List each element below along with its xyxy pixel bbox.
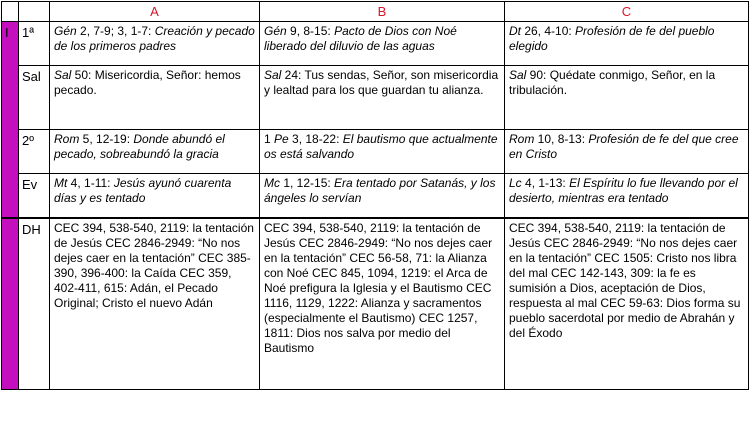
row-label-text: DH [22,221,41,237]
cell-a [50,218,260,390]
row-label-text: 2º [22,133,34,148]
cec-reference: CEC 385-390, 396-400 [54,250,251,280]
row-label [19,174,50,218]
cec-reference: CEC 2846-2949 [298,235,385,250]
text-segment: : la tentación de Jesús [54,220,254,250]
cec-reference: CEC 359, 402-411, 615 [54,265,232,295]
cec-reference: CEC 1257, 1811 [264,310,478,340]
cec-reference: CEC 394, 538-540, 2119 [54,220,186,235]
cell-c [505,130,749,174]
cell-b [260,130,505,174]
text-segment: : Adán, el Pecado Original; Cristo el nuevo Adán [54,280,218,310]
text-segment: : la fe es sumisión a Dios, aceptación de Dios, respuesta al mal [509,265,706,310]
cec-reference: CEC 56-58, 71 [349,250,429,265]
column-header-a: A [50,2,260,22]
text-segment: 4, 1-13: [521,176,570,190]
text-segment: 2, 7-9; 3, 1-7: [76,24,155,38]
cell-b [260,174,505,218]
reading-title: Rom [509,132,535,146]
reading-title: Dt [509,24,521,38]
cec-reference: CEC 1505 [594,250,650,265]
column-header-b: B [260,2,505,22]
text-segment: 50: Misericordia, Señor: hemos pecado. [54,68,241,97]
cell-a [50,130,260,174]
text-segment: : Dios nos salva por medio del Bautismo [264,325,451,355]
reading-title: Profesión de fe del que cree en Cristo [509,132,739,161]
text-segment: 24: Tus sendas, Señor, son misericordia y lealtad para los que guardan tu alianza. [264,68,499,97]
reading-title: Sal [264,68,282,82]
reading-row-dh [2,218,749,390]
reading-row-sal [2,66,749,130]
cec-reference: CEC 142-143, 309 [551,265,651,280]
reading-title: Era tentado por Satanás, y los ángeles lo servían [264,176,496,205]
reading-row-2 [2,130,749,174]
cell-b [260,218,505,390]
cec-reference: CEC 2846-2949 [543,235,630,250]
cec-reference: CEC 59-63 [600,295,660,310]
text-segment: 9, 8-15: [286,24,335,38]
cec-reference: CEC 1116, 1129, 1222 [264,280,492,310]
text-segment: 10, 8-13: [534,132,589,146]
reading-title: Creación y pecado de los primeros padres [54,24,255,53]
cell-c [505,218,749,390]
text-segment: : la tentación de Jesús [264,220,481,250]
cell-b [260,66,505,130]
lectionary-table [1,1,749,390]
cell-c [505,66,749,130]
section-marker-label: I [5,25,9,40]
reading-title: Sal [509,68,527,82]
section-marker [2,22,19,218]
text-segment: : Alianza y sacramentos (especialmente el Bautismo) [264,295,482,325]
reading-title: Lc [509,176,522,190]
text-segment: : “No nos dejes caer en la tentación” [54,235,241,265]
text-segment: : Cristo nos libra del mal [509,250,737,280]
cec-reference: CEC 394, 538-540, 2119 [509,220,641,235]
reading-title: Pe [274,132,289,146]
reading-row-ev [2,174,749,218]
header-row [2,2,749,22]
cell-a [50,174,260,218]
reading-title: Profesión de fe del pueblo elegido [509,24,715,53]
text-segment: 26, 4-10: [521,24,576,38]
cell-c [505,174,749,218]
corner-empty-label [19,2,50,22]
text-segment: 4, 1-11: [67,176,114,190]
reading-title: Jesús ayunó cuarenta días y es tentado [54,176,232,205]
text-segment: : “No nos dejes caer en la tentación” [509,235,738,265]
text-segment: : la tentación de Jesús [509,220,726,250]
reading-title: El bautismo que actualmente os está salvando [264,132,498,161]
cec-reference: CEC 845, 1094, 1219 [312,265,428,280]
cell-c [505,22,749,66]
cell-a [50,66,260,130]
reading-row-1 [2,22,749,66]
reading-title: Gén [54,24,77,38]
row-label-text: Ev [22,177,38,192]
reading-title: Mt [54,176,68,190]
text-segment: : “No nos dejes caer en la tentación” [264,235,493,265]
reading-title: Rom [54,132,80,146]
text-segment: 3, 18-22: [288,132,343,146]
text-segment: 1, 12-15: [280,176,335,190]
text-segment: 5, 12-19: [79,132,134,146]
text-segment: : Dios forma su pueblo sacerdotal por medio de Abrahán y del Éxodo [509,295,741,340]
row-label-text: 1ª [22,25,35,40]
reading-title: Gén [264,24,287,38]
cell-a [50,22,260,66]
row-label [19,66,50,130]
text-segment: 1 [264,132,275,146]
text-segment: : la Alianza con Noé [264,250,487,280]
row-label [19,130,50,174]
reading-title: Sal [54,68,72,82]
text-segment: : el Arca de Noé prefigura la Iglesia y el Bautismo [264,265,488,295]
cell-b [260,22,505,66]
reading-title: Pacto de Dios con Noé liberado del diluvio de las aguas [264,24,457,53]
reading-title: El Espíritu lo fue llevando por el desierto, mientras era tentado [509,176,738,205]
row-label [19,22,50,66]
row-label-text: Sal [22,69,41,84]
text-segment: 90: Quédate conmigo, Señor, en la tribulación. [509,68,716,97]
cec-reference: CEC 394, 538-540, 2119 [264,220,396,235]
corner-empty-side [2,2,19,22]
column-header-c: C [505,2,749,22]
reading-title: Donde abundó el pecado, sobreabundó la gracia [54,132,225,161]
reading-title: Mc [264,176,280,190]
cec-reference: CEC 2846-2949 [105,235,192,250]
text-segment: : la Caída [124,265,180,280]
section-marker-dh [2,218,19,390]
row-label [19,218,50,390]
